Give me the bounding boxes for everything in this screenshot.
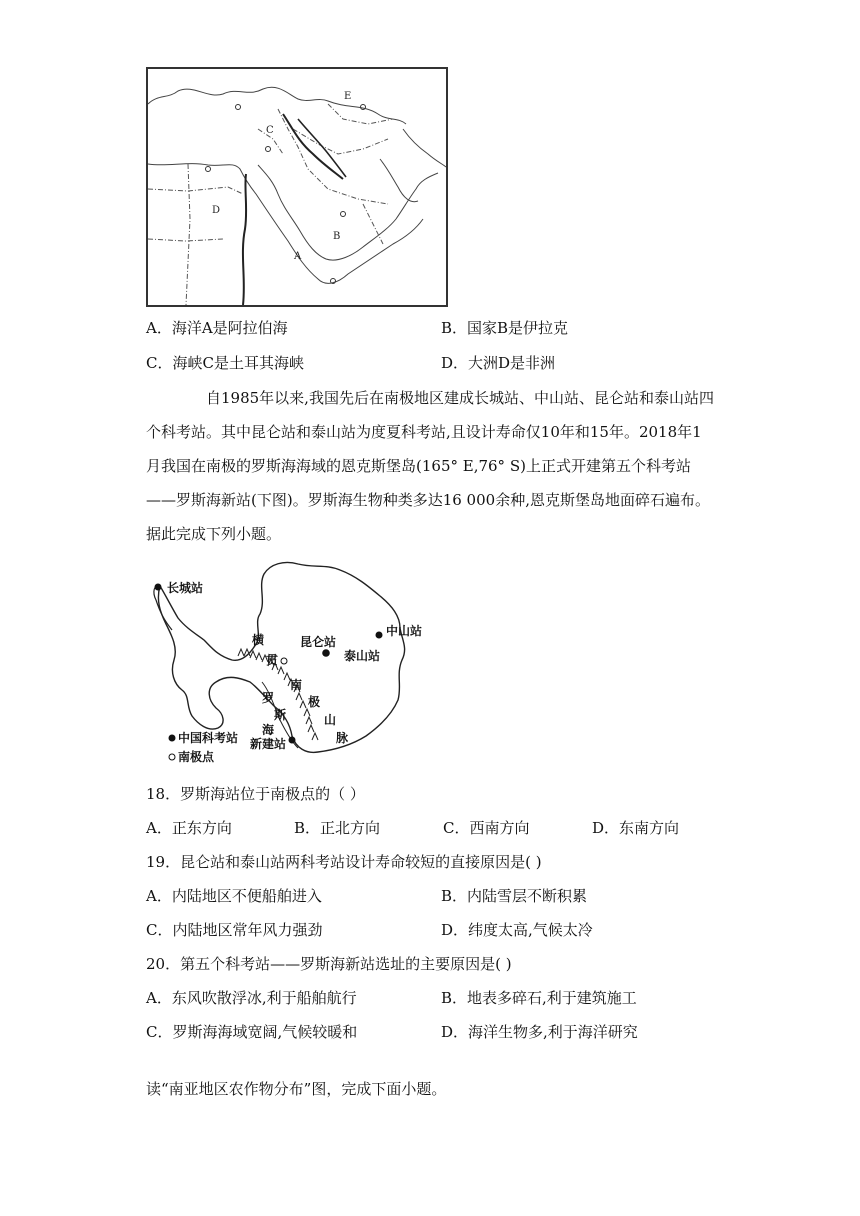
q19-option-a: A．内陆地区不便船舶进入 — [146, 887, 322, 905]
q17-option-a: A．海洋A是阿拉伯海 — [146, 319, 288, 337]
sea-char-2: 斯 — [274, 708, 287, 722]
sea-char-1: 罗 — [262, 691, 275, 705]
range-char-4: 极 — [308, 695, 321, 709]
range-char-3: 南 — [290, 678, 303, 692]
passage-line-4: ——罗斯海新站(下图)。罗斯海生物种类多达16 000余种,恩克斯堡岛地面碎石遍布。 — [146, 491, 710, 509]
passage-line-3: 月我国在南极的罗斯海海域的恩克斯堡岛(165° E,76° S)上正式开建第五个科考站 — [146, 457, 691, 475]
legend-station-label: 中国科考站 — [178, 731, 239, 745]
q20-option-a: A．东风吹散浮冰,利于船舶航行 — [146, 989, 357, 1007]
station-label-kunlun: 昆仑站 — [300, 635, 337, 649]
q19-option-c: C．内陆地区常年风力强劲 — [146, 921, 323, 939]
legend-pole-label: 南极点 — [178, 750, 215, 764]
map1-label-a: A — [294, 251, 302, 262]
q19-option-d: D．纬度太高,气候太冷 — [441, 921, 593, 939]
range-char-1: 横 — [252, 633, 265, 647]
q20-option-d: D．海洋生物多,利于海洋研究 — [441, 1023, 638, 1041]
q18-option-d: D．东南方向 — [592, 819, 680, 837]
station-label-taishan: 泰山站 — [344, 649, 381, 663]
q18-option-c: C．西南方向 — [443, 819, 530, 837]
next-section-intro: 读“南亚地区农作物分布”图，完成下面小题。 — [146, 1080, 447, 1098]
q18-option-b: B．正北方向 — [294, 819, 381, 837]
passage-line-2: 个科考站。其中昆仑站和泰山站为度夏科考站,且设计寿命仅10年和15年。2018年1 — [146, 423, 702, 441]
station-label-new: 新建站 — [250, 737, 287, 751]
q17-option-c: C．海峡C是土耳其海峡 — [146, 354, 304, 372]
q18-stem: 18．罗斯海站位于南极点的（ ） — [146, 785, 365, 803]
map1-label-c: C — [266, 125, 274, 136]
q19-option-b: B．内陆雪层不断积累 — [441, 887, 588, 905]
q20-option-c: C．罗斯海海域宽阔,气候较暖和 — [146, 1023, 358, 1041]
passage-line-1: 自1985年以来,我国先后在南极地区建成长城站、中山站、昆仑站和泰山站四 — [206, 389, 714, 407]
range-char-5: 山 — [324, 713, 337, 727]
range-char-6: 脉 — [336, 731, 349, 745]
station-label-changcheng: 长城站 — [167, 581, 204, 595]
q20-option-b: B．地表多碎石,利于建筑施工 — [441, 989, 637, 1007]
station-label-zhongshan: 中山站 — [386, 624, 423, 638]
passage-line-5: 据此完成下列小题。 — [146, 525, 282, 543]
middle-east-map — [146, 67, 448, 307]
antarctica-map — [146, 556, 436, 768]
map1-label-b: B — [333, 231, 341, 242]
range-char-2: 贯 — [266, 653, 279, 667]
q17-option-d: D．大洲D是非洲 — [441, 354, 556, 372]
middle-east-map-svg — [148, 69, 446, 305]
sea-char-3: 海 — [262, 723, 275, 737]
q19-stem: 19．昆仑站和泰山站两科考站设计寿命较短的直接原因是( ) — [146, 853, 542, 871]
q17-option-b: B．国家B是伊拉克 — [441, 319, 569, 337]
q18-option-a: A．正东方向 — [146, 819, 232, 837]
map1-label-d: D — [212, 205, 221, 216]
map1-label-e: E — [344, 91, 352, 102]
q20-stem: 20．第五个科考站——罗斯海新站选址的主要原因是( ) — [146, 955, 512, 973]
